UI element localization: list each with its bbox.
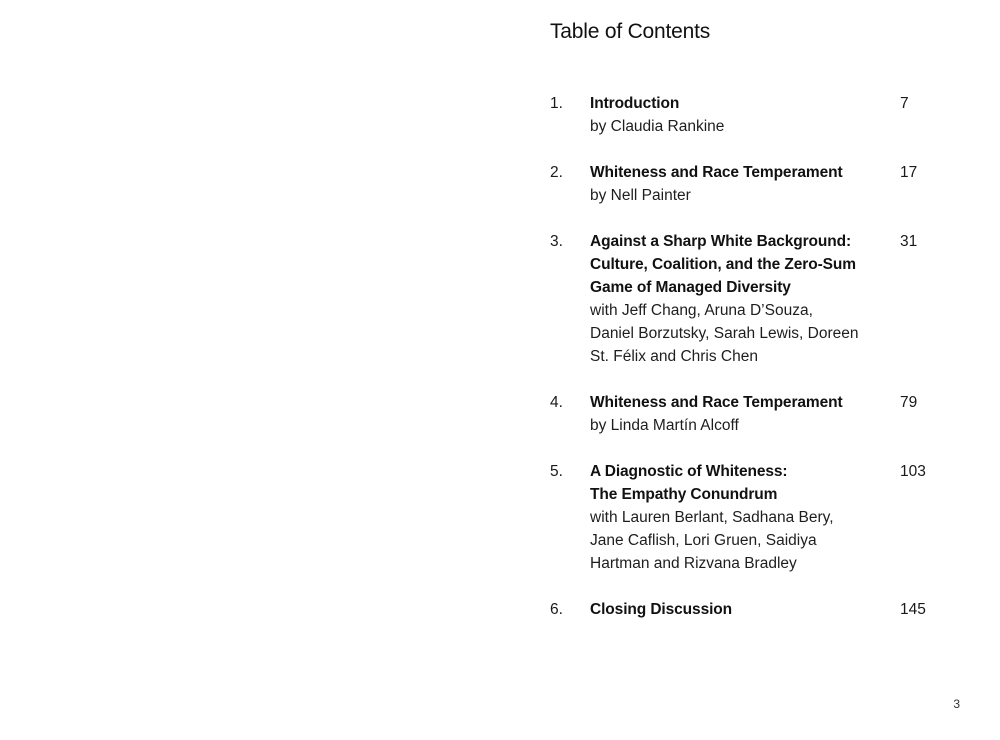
- toc-entry-title[interactable]: Whiteness and Race Temperament: [590, 164, 843, 181]
- toc-entry-page[interactable]: 17: [900, 164, 918, 181]
- toc-entry-contributors-line: with Lauren Berlant, Sadhana Bery,: [590, 509, 834, 526]
- toc-entry[interactable]: [550, 391, 950, 437]
- toc-entry-page[interactable]: 79: [900, 394, 918, 411]
- toc-entry-body: [590, 598, 880, 621]
- toc-entry-page[interactable]: 103: [900, 463, 926, 480]
- toc-entry-body: [590, 391, 880, 437]
- toc-entry[interactable]: [550, 161, 950, 207]
- toc-entry-contributors-line: Jane Caflish, Lori Gruen, Saidiya: [590, 532, 817, 549]
- toc-entry[interactable]: [550, 230, 950, 368]
- toc-entry-contributors: by Claudia Rankine: [590, 118, 725, 135]
- toc-entry-page[interactable]: 7: [900, 95, 909, 112]
- page-title: Table of Contents: [550, 20, 711, 43]
- toc-entry-number: 6.: [550, 601, 563, 618]
- toc-page: [500, 0, 1000, 740]
- toc-entry-contributors-line: Daniel Borzutsky, Sarah Lewis, Doreen: [590, 325, 859, 342]
- toc-entry-number: 1.: [550, 95, 563, 112]
- toc-entry-title[interactable]: Closing Discussion: [590, 601, 733, 618]
- toc-entry-title-line[interactable]: Culture, Coalition, and the Zero-Sum: [590, 256, 856, 273]
- toc-entry-number: 4.: [550, 394, 563, 411]
- toc-entry-number: 5.: [550, 463, 563, 480]
- toc-entry-contributors: by Linda Martín Alcoff: [590, 417, 739, 434]
- toc-entry[interactable]: [550, 460, 950, 575]
- toc-entry[interactable]: [550, 598, 950, 621]
- toc-entry-body: [590, 92, 880, 138]
- page-number: 3: [953, 697, 960, 711]
- toc-entry-number: 3.: [550, 233, 563, 250]
- toc-entry-title-line[interactable]: A Diagnostic of Whiteness:: [590, 463, 788, 480]
- toc-entry-number: 2.: [550, 164, 563, 181]
- toc-list: [550, 92, 950, 644]
- toc-entry-contributors-line: with Jeff Chang, Aruna D’Souza,: [590, 302, 813, 319]
- toc-entry-body: [590, 230, 880, 368]
- toc-entry-page[interactable]: 145: [900, 601, 926, 618]
- toc-entry-body: [590, 460, 880, 575]
- toc-entry-title[interactable]: Whiteness and Race Temperament: [590, 394, 843, 411]
- toc-entry[interactable]: [550, 92, 950, 138]
- toc-entry-title[interactable]: Introduction: [590, 95, 680, 112]
- toc-entry-title-line[interactable]: The Empathy Conundrum: [590, 486, 778, 503]
- toc-entry-contributors: by Nell Painter: [590, 187, 691, 204]
- toc-entry-title-line[interactable]: Against a Sharp White Background:: [590, 233, 852, 250]
- toc-entry-title-line[interactable]: Game of Managed Diversity: [590, 279, 791, 296]
- toc-entry-contributors-line: St. Félix and Chris Chen: [590, 348, 758, 365]
- toc-entry-page[interactable]: 31: [900, 233, 918, 250]
- toc-entry-contributors-line: Hartman and Rizvana Bradley: [590, 555, 797, 572]
- toc-entry-body: [590, 161, 880, 207]
